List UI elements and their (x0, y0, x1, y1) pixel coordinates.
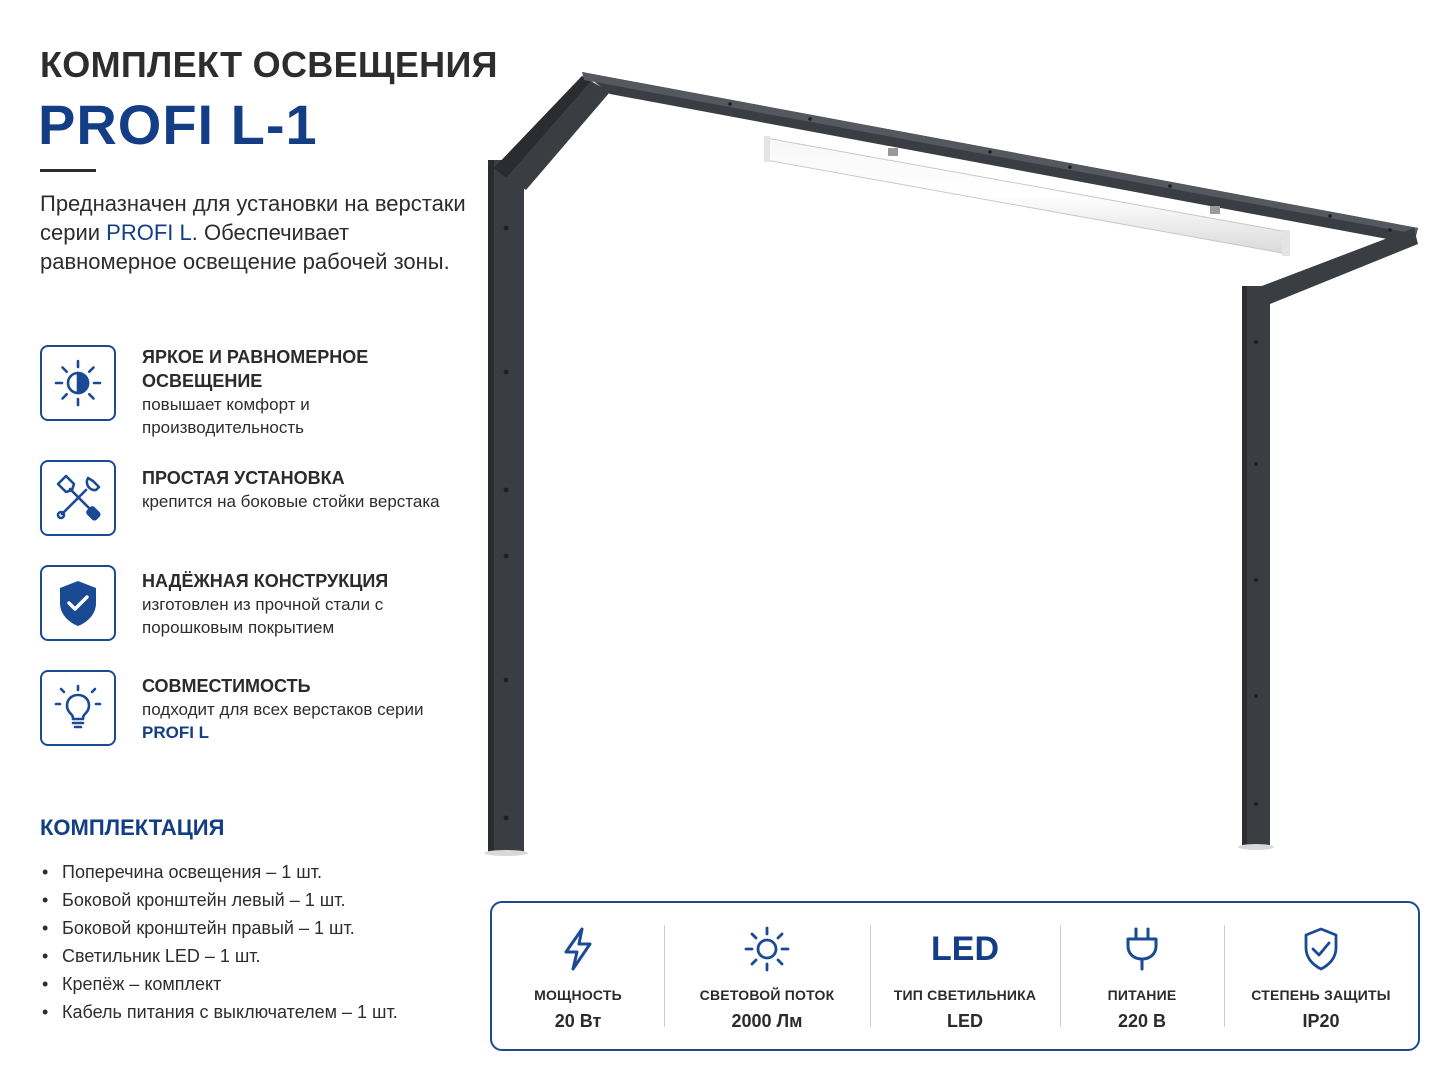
spec-value: 20 Вт (554, 1011, 602, 1031)
feature-body: крепится на боковые стойки верстака (142, 492, 440, 511)
feature-title: НАДЁЖНАЯ КОНСТРУКЦИЯ (142, 571, 389, 591)
spec-label: МОЩНОСТЬ (534, 987, 622, 1003)
kit-title: КОМПЛЕКТАЦИЯ (40, 815, 225, 840)
feature-body: повышает комфорт и производительность (142, 395, 310, 437)
feature-series-link: PROFI L (142, 723, 210, 742)
product-description (40, 189, 480, 276)
spec-power-supply (1060, 903, 1224, 1049)
shield-check-icon (40, 565, 116, 641)
kit-item: • Боковой кронштейн левый – 1 шт. (40, 886, 480, 914)
product-title: PROFI L-1 (38, 93, 318, 156)
led-icon-text: LED (931, 930, 999, 968)
description-text: Предназначен для установки на верстаки серии (40, 191, 466, 245)
spec-value: 220 В (1117, 1011, 1167, 1031)
spec-luminous-flux (664, 903, 870, 1049)
title-divider (40, 169, 96, 172)
spec-label: ПИТАНИЕ (1107, 987, 1177, 1003)
spec-lamp-type (870, 903, 1060, 1049)
spec-power (492, 903, 664, 1049)
feature-body (142, 698, 462, 744)
kit-item: • Поперечина освещения – 1 шт. (40, 858, 480, 886)
lightning-icon (558, 925, 598, 973)
sun-icon (40, 345, 116, 421)
feature-title: ПРОСТАЯ УСТАНОВКА (142, 468, 345, 488)
spec-label: СВЕТОВОЙ ПОТОК (699, 987, 835, 1003)
shield-check-icon (1301, 925, 1341, 973)
kit-item: • Светильник LED – 1 шт. (40, 942, 480, 970)
description-series-link: PROFI L (106, 220, 192, 245)
kit-list (40, 858, 480, 1026)
kit-item: • Крепёж – комплект (40, 970, 480, 998)
sun-icon (744, 925, 790, 973)
kit-item: • Кабель питания с выключателем – 1 шт. (40, 998, 480, 1026)
tools-icon (40, 460, 116, 536)
spec-label: ТИП СВЕТИЛЬНИКА (893, 987, 1037, 1003)
plug-icon (1122, 925, 1162, 973)
description-text-end: . Обеспечивает равномерное освещение рабочей зоны. (40, 220, 450, 274)
spec-protection (1224, 903, 1418, 1049)
lightbulb-icon (40, 670, 116, 746)
feature-title: СОВМЕСТИМОСТЬ (142, 676, 311, 696)
spec-value: 2000 Лм (731, 1011, 803, 1031)
feature-body: изготовлен из прочной стали с порошковым покрытием (142, 595, 384, 637)
kit-item: • Боковой кронштейн правый – 1 шт. (40, 914, 480, 942)
feature-body-text: подходит для всех верстаков серии (142, 700, 424, 719)
kicker-title: КОМПЛЕКТ ОСВЕЩЕНИЯ (40, 44, 498, 85)
spec-label: СТЕПЕНЬ ЗАЩИТЫ (1251, 987, 1391, 1003)
spec-value: LED (947, 1011, 983, 1031)
specs-panel (490, 901, 1420, 1051)
product-image (470, 60, 1448, 860)
feature-title: ЯРКОЕ И РАВНОМЕРНОЕ ОСВЕЩЕНИЕ (142, 347, 369, 391)
spec-value: IP20 (1302, 1011, 1340, 1031)
